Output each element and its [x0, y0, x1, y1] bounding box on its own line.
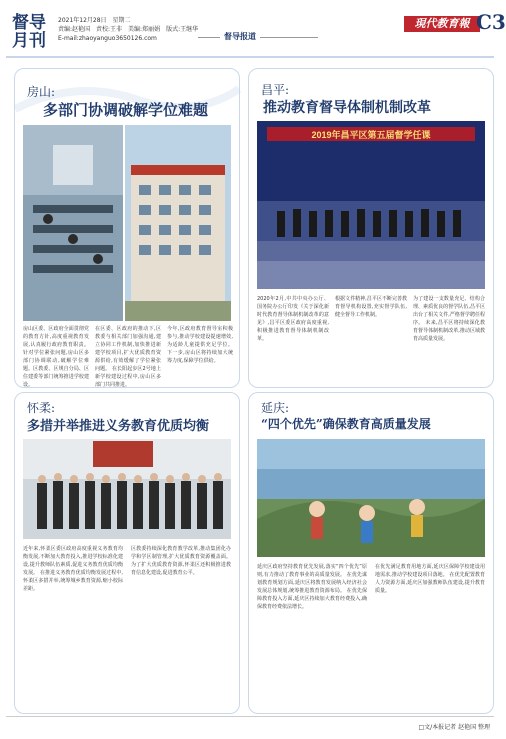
article-paragraph: 在优先保障教育投入方面,延庆区持续加大教育经费投入,确保教育经费依法增长。 [257, 588, 367, 610]
header-divider [6, 56, 494, 58]
article-paragraph: 延庆区政府坚持教育优先发展,落实“四个优先”原则,有力推动了教育事业的高质量发展。 [257, 564, 367, 578]
article-column-1 [257, 563, 367, 705]
article-paragraph: 区教委持续深化教育教学改革,推动集团化办学和学区制管理,扩大优质教育资源覆盖面。 [131, 546, 231, 560]
article-column-2 [375, 563, 485, 705]
article-title: 多措并举推进义务教育优质均衡 [27, 419, 210, 434]
article-kicker: 延庆: [261, 401, 290, 415]
article-column-2 [335, 295, 407, 381]
photo-new-school-building [125, 125, 231, 321]
article-paragraph: 在推进义务教育优质均衡发展过程中,怀柔区多措并举,统筹城乡教育资源,缩小校际差距。 [23, 570, 123, 592]
article-kicker: 怀柔: [27, 401, 56, 415]
article-column-2 [131, 545, 231, 705]
masthead-line1: 督导 [12, 13, 46, 33]
article-title: 多部门协调破解学位难题 [43, 101, 209, 119]
article-yanqing [248, 392, 494, 714]
photo-ceremony-stage [257, 121, 485, 289]
article-column-3 [413, 295, 485, 381]
photo-classroom [23, 125, 123, 321]
article-paragraph: 为了扩大优质教育资源,怀柔区还积极推进教育信息化建设,促进教育公平。 [131, 562, 231, 576]
article-paragraph: 为了建设一支数量充足、结构合理、素质优良的督学队伍,昌平区出台了相关文件,严格督学聘任程序。 [413, 296, 485, 326]
article-paragraph: 下一步,房山区将持续加大统筹力度,保障学位供给。 [167, 350, 233, 364]
article-column-3 [167, 325, 233, 381]
article-paragraph: 2020年2月,中共中央办公厅、国务院办公厅印发《关于深化新时代教育督导体制机制改革的意见》,昌平区委区政府高度重视,积极推进教育督导体制机制改革。 [257, 296, 329, 342]
page-header [6, 6, 506, 58]
article-paragraph: 未来,昌平区将持续深化教育督导体制机制改革,推动区域教育高质量发展。 [413, 320, 485, 342]
page-number: C3 [476, 10, 506, 34]
article-huairou [14, 392, 240, 714]
stage-banner-text: 2019年昌平区第五届督学任课 [311, 130, 431, 140]
article-column-1 [257, 295, 329, 381]
masthead [12, 14, 52, 50]
article-paragraph: 根据文件精神,昌平区不断完善教育督导机构设置,充实督学队伍,健全督导工作机制。 [335, 296, 407, 318]
article-paragraph: 在长阳起步区2号地上新学校建设过程中,房山区多部门共同推进。 [95, 366, 161, 388]
article-title: “四个优先”确保教育高质量发展 [261, 417, 431, 431]
article-paragraph: 今年,区政府教育督导室积极参与,推动学校建设提速增效,为适龄儿童提供充足学位。 [167, 326, 233, 348]
email-line: E-mail:zhaoyanguo3650126.com [58, 35, 157, 42]
article-column-1 [23, 325, 89, 388]
issue-meta [58, 16, 198, 43]
article-column-2 [95, 325, 161, 388]
photo-children-playground [257, 439, 485, 557]
editors-line: 责编:赵艳国 责校:王非 美编:郑丽娟 版式:王继华 [58, 26, 199, 33]
article-changping [248, 68, 494, 388]
article-fangshan [14, 68, 240, 388]
issue-date: 2021年12月28日 星期二 [58, 17, 131, 24]
article-paragraph: 近年来,怀柔区委区政府高度重视义务教育均衡发展,不断加大教育投入,推进学校标准化建设,提升教师队伍素质,促进义务教育优质均衡发展。 [23, 546, 123, 576]
section-title: 督导报道 [220, 31, 260, 42]
article-paragraph: 房山区委、区政府全面贯彻党的教育方针,高度重视教育发展,认真履行政府教育职责。针对学位紧张问题,房山区多部门协调联动,破解学位难题。区教委、区规自分局、区住建委等部门统筹推进学校建设。 [23, 326, 89, 388]
newspaper-logo: 現代教育報 [404, 16, 480, 32]
article-kicker: 昌平: [261, 83, 290, 97]
byline-footer: □文/本报记者 赵艳国 整理 [418, 724, 490, 731]
article-title: 推动教育督导体制机制改革 [263, 100, 431, 116]
photo-group [23, 439, 231, 539]
masthead-line2: 月刊 [12, 31, 46, 51]
article-paragraph: 在优先谋划教育规划方面,延庆区将教育发展纳入经济社会发展总体规划,统筹推进教育资源布局。 [257, 572, 367, 594]
article-paragraph: 在区委、区政府的推动下,区教委与相关部门加强沟通,建立协同工作机制,加快推进新建学校项目,扩大优质教育资源供给,有效缓解了学位紧张问题。 [95, 326, 161, 372]
footer-divider [6, 716, 494, 717]
article-column-1 [23, 545, 123, 705]
article-paragraph: 在优先满足教育用地方面,延庆区保障学校建设用地需求,推动学校建设项目落地。 [375, 564, 485, 578]
section-label [198, 32, 318, 44]
article-paragraph: 在优先配置教育人力资源方面,延庆区加强教师队伍建设,提升教育质量。 [375, 572, 485, 594]
article-kicker: 房山: [27, 85, 56, 99]
